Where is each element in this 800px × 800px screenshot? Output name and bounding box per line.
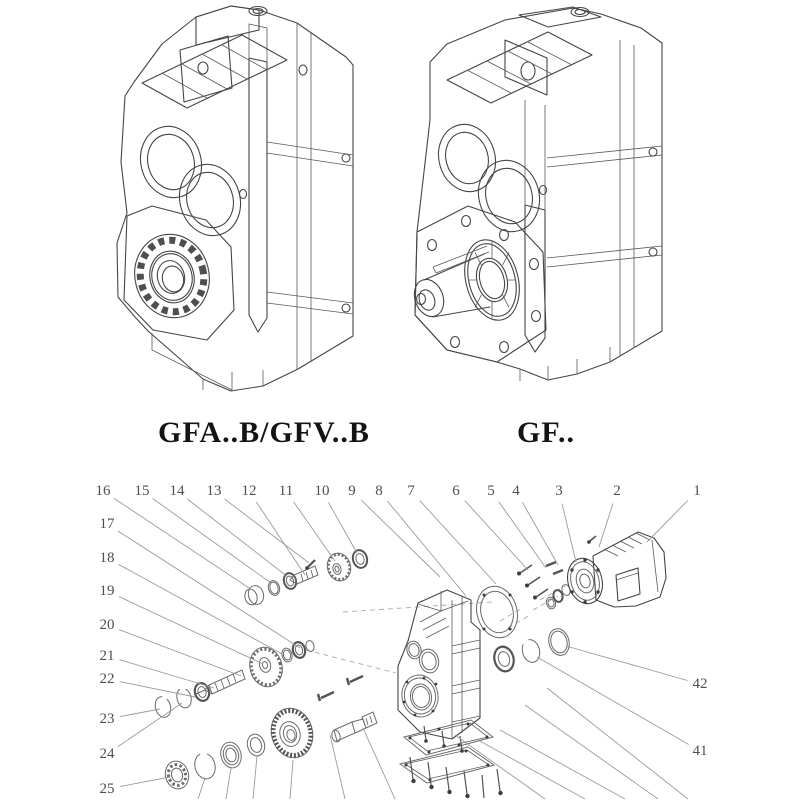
callout-number-5: 5 <box>487 483 495 499</box>
left-figure-label: GFA..B/GFV..B <box>158 416 370 449</box>
callout-number-2: 2 <box>613 483 621 499</box>
callout-number-12: 12 <box>241 483 257 499</box>
motor-mount-ribs <box>142 35 287 108</box>
callout-12 <box>242 483 306 575</box>
callout-21 <box>100 648 215 688</box>
gearbox-right-drawing <box>409 7 662 381</box>
callout-number-7: 7 <box>407 483 415 499</box>
hollow-shaft-boss <box>124 206 234 340</box>
input-bores <box>431 118 548 239</box>
callout-42 <box>566 646 708 692</box>
callout-number-6: 6 <box>452 483 460 499</box>
fastener-bolts <box>517 562 571 610</box>
callout-number-20: 20 <box>99 617 115 633</box>
callout-number-8: 8 <box>375 483 383 499</box>
callout-number-18: 18 <box>99 550 115 566</box>
spoked-hub <box>456 234 527 327</box>
callout-number-42: 42 <box>692 676 708 692</box>
input-bores <box>132 119 249 243</box>
callout-2 <box>599 483 621 547</box>
callout-number-15: 15 <box>134 483 150 499</box>
callout-number-21: 21 <box>99 648 115 664</box>
exploded-view <box>96 483 708 799</box>
motor-unit <box>563 532 666 608</box>
callout-number-17: 17 <box>99 516 115 532</box>
callout-number-14: 14 <box>169 483 185 499</box>
gearbox-left-drawing <box>117 6 353 391</box>
callout-1 <box>647 483 701 542</box>
callout-number-19: 19 <box>99 583 115 599</box>
callout-19 <box>100 583 264 664</box>
cover-gaskets <box>400 720 503 798</box>
callout-number-9: 9 <box>348 483 356 499</box>
callout-9 <box>348 483 440 577</box>
callout-number-22: 22 <box>99 671 115 687</box>
right-figure-label: GF.. <box>517 416 575 449</box>
callout-number-16: 16 <box>95 483 111 499</box>
callout-41 <box>537 657 708 759</box>
callout-number-23: 23 <box>99 711 115 727</box>
truncated-leader-lines <box>198 688 688 799</box>
callout-8 <box>375 483 466 596</box>
motor-mount-ribs <box>447 32 592 103</box>
front-bracket <box>249 58 267 332</box>
housing <box>398 590 480 739</box>
callout-number-1: 1 <box>693 483 701 499</box>
callout-number-4: 4 <box>512 483 520 499</box>
flange-gasket-and-rings <box>471 582 572 674</box>
callout-number-3: 3 <box>555 483 563 499</box>
callout-14 <box>170 483 289 577</box>
callout-number-24: 24 <box>99 746 115 762</box>
callout-20 <box>100 617 242 676</box>
front-bracket <box>525 205 545 352</box>
callout-number-13: 13 <box>206 483 222 499</box>
callout-22 <box>100 671 196 697</box>
oil-plug <box>249 7 267 16</box>
callout-3 <box>555 483 576 562</box>
callout-number-41: 41 <box>692 743 708 759</box>
callout-13 <box>207 483 310 563</box>
callout-number-11: 11 <box>278 483 294 499</box>
callout-25 <box>100 777 171 797</box>
callout-16 <box>96 483 253 590</box>
callout-18 <box>100 550 283 654</box>
callout-number-25: 25 <box>99 781 115 797</box>
callout-layer <box>96 483 708 797</box>
callout-number-10: 10 <box>314 483 330 499</box>
